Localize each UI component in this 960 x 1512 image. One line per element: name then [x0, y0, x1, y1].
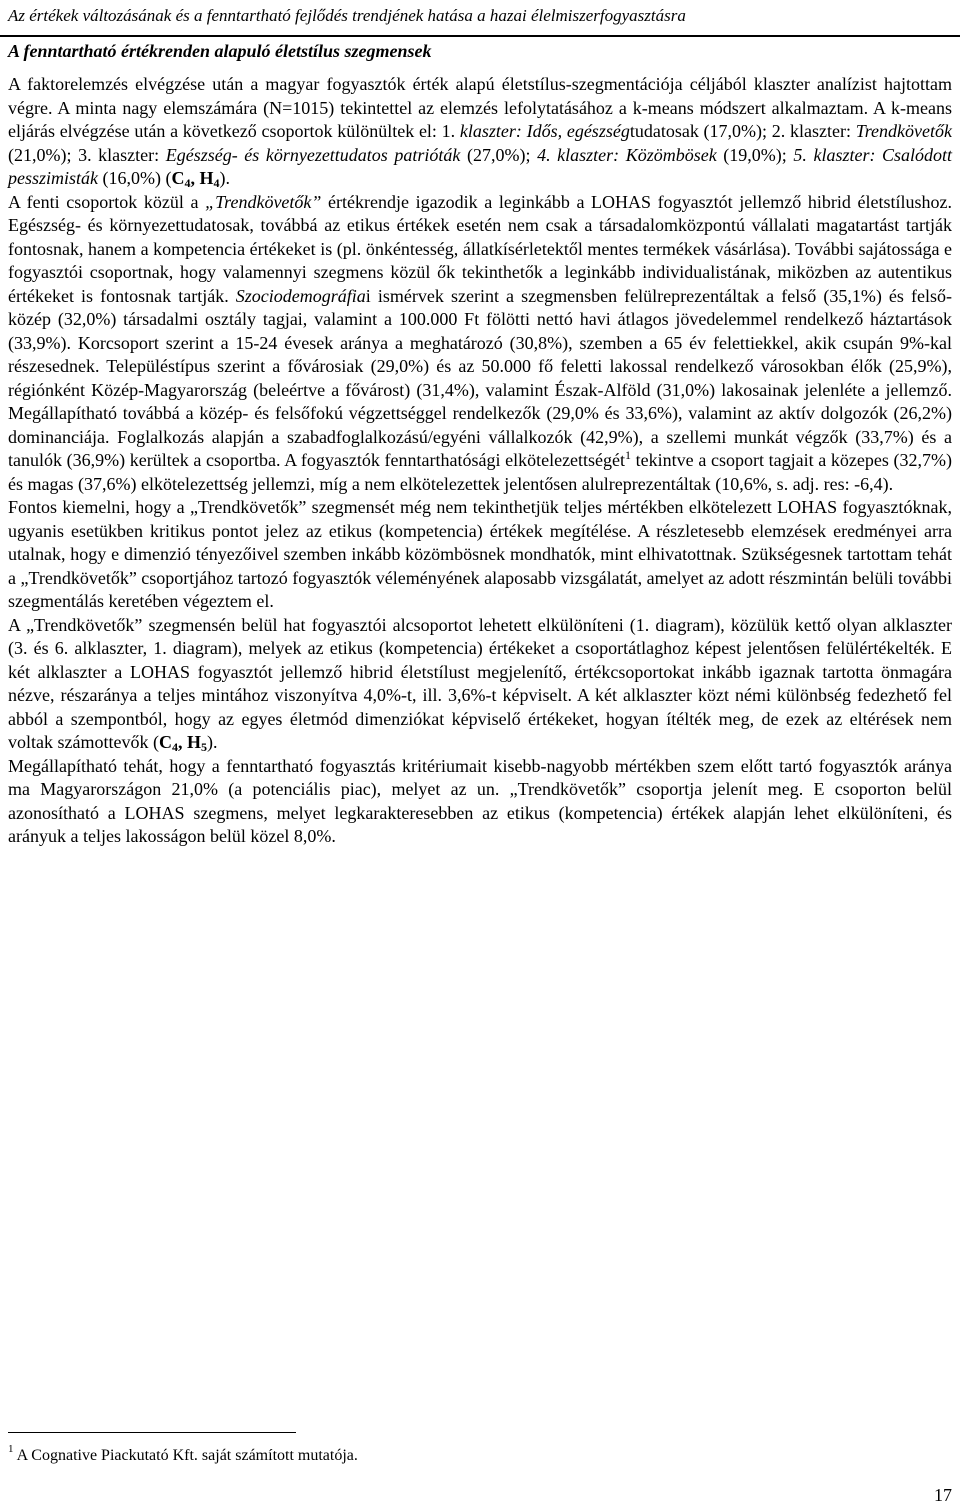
ref-subscript: 4 [171, 740, 178, 754]
running-header: Az értékek változásának és a fenntartható fejlődés trendjének hatása a hazai élelmiszerfogyasztásra [8, 6, 686, 25]
text-run: A „Trendkövetők” szegmensén belül hat fogyasztói alcsoportot lehetett elkülöníteni (1. diagram), közülük kettő olyan alklaszter (3. és 6. alklaszter, 1. diagram), melyek az etikus (kompetencia) értékeket a csoportátlaghoz képest jelentősen felülértékelték. E két alklaszter a LOHAS fogyasztót jellemző hibrid életstílust megjelenítő, értékcsoportokat inkább igaznak tartotta önmagára nézve, részaránya a teljes mintához viszonyítva 4,0%-t, ill. 3,6%-t képviselt. A két alklaszter közt némi különbség fedezhető fel abból a szempontból, hogy az egyes életmód dimenziókat képviselő értékeket, hogyan ítélték meg, de ezek az eltérések nem voltak számottevők ( [8, 614, 952, 752]
ref-separator: , [177, 732, 187, 752]
footnote [8, 1443, 908, 1466]
text-run: (16,0%) ( [98, 168, 172, 188]
cluster-5-name: 5. klaszter: Csalódott pesszimisták [8, 144, 953, 188]
ref-letter: C [158, 732, 172, 752]
text-run: tudatosak (17,0%); 2. klaszter: [629, 121, 856, 141]
reference-code [159, 732, 207, 752]
cluster-1-name: klaszter: Idős, egészség [459, 121, 630, 141]
text-run: (21,0%); 3. klaszter: [8, 144, 166, 165]
ref-subscript: 4 [213, 176, 220, 190]
page-number: 17 [934, 1485, 952, 1505]
text-run: tekintve a csoport tagjait a közepes (32,7%) és magas (37,6%) elkötelezettség jellemzi, míg a nem elkötelezettek jelentősen alulreprezentáltak (10,6%, s. adj. res: -6,4). [8, 450, 952, 494]
ref-letter: H [186, 732, 201, 752]
text-run: (19,0%); [716, 144, 794, 165]
paragraph-trendkovetok [8, 191, 952, 497]
text-run: ). [206, 732, 218, 752]
text-run: ). [219, 168, 230, 188]
ref-separator: , [190, 168, 200, 188]
footnote-mark: 1 [8, 1443, 14, 1455]
section-heading: A fenntartható értékrenden alapuló életstílus szegmensek [8, 41, 432, 61]
paragraph-conclusion: Megállapítható tehát, hogy a fenntartható fogyasztás kritériumait kisebb-nagyobb mértékben szem előtt tartó fogyasztók aránya ma Magyarországon 21,0% (a potenciális piac), melyet az un. „Trendkövetők” csoportja jelenít meg. E csoporton belül azonosítható a LOHAS szegmens, melyet legkarakteresebben az etikus (kompetencia) értékek alapján lehet elkülöníteni, és arányuk a teljes lakosságon belül közel 8,0%. [8, 755, 952, 846]
paragraph-lohas: Fontos kiemelni, hogy a „Trendkövetők” szegmensét még nem tekinthetjük teljes mértékben elkötelezett LOHAS fogyasztóknak, ugyanis esetükben kritikus pontot jelez az etikus (kompetencia) értékek megítélése. A részletesebb elemzések eredményei arra utalnak, hogy e dimenzió tényezőivel szemben inkább közömbösnek mondhatók, mint elhivatottnak. Szükségesnek tartottam tehát a „Trendkövetők” csoportjához tartozó fogyasztók véleményének alaposabb vizsgálatát, amelyet az adott részmintán belüli további szegmentálás keretében végeztem el. [8, 497, 953, 611]
ref-subscript: 4 [184, 176, 191, 190]
text-run: A faktorelemzés elvégzése után a magyar fogyasztók érték alapú életstílus-szegmentációja céljából klaszter analízist hajtottam végre. A minta nagy elemszámára (N=1015) tekintettel az elemzés lefolytatásához a k-means módszert alkalmaztam. A k-means eljárás elvégzése után a következő csoportok különültek el: 1. [8, 74, 952, 141]
reference-code [171, 168, 219, 188]
paragraph-clusters [8, 73, 952, 191]
sociodemography-term: Szociodemográfia [235, 285, 366, 306]
footnote-text: A Cognative Piackutató Kft. saját számított mutatója. [13, 1447, 358, 1464]
ref-letter: H [199, 168, 214, 188]
text-run: (27,0%); [460, 144, 538, 165]
text-run: i ismérvek szerint a szegmensben felülreprezentáltak a felső (35,1%) és felső-közép (32,0%) társadalmi osztály tagjai, valamint a 100.000 Ft fölötti nettó havi átlagos jövedelemmel rendelkező háztartások (33,9%). Korcsoport szerint a 15-24 évesek aránya a meghatározó (30,8%), szemben a 65 év felettiekkel, akik csupán 9%-kal részesednek. Településtípus szerint a fővárosiak (29,0%) és az 50.000 fő feletti lakossal rendelkező városokban élők (25,9%), régiónként Közép-Magyarország (beleértve a fővárost) (31,4%), valamint Észak-Alföld (31,0%) lakosainak jelenléte a jellemző. Megállapítható továbbá a közép- és felsőfokú végzettséggel rendelkezők (29,0% és 33,6%), valamint az aktív dolgozók (26,2%) dominanciája. Foglalkozás alapján a szabadfoglalkozású/egyéni vállalkozók (42,9%), a szellemi munkát végzők (33,7%) és a tanulók (36,9%) kerültek a csoportba. A fogyasztók fenntarthatósági elkötelezettségét [8, 285, 952, 470]
cluster-2-name: Trendkövetők [855, 121, 952, 141]
cluster-3-name: Egészség- és környezettudatos patrióták [165, 144, 461, 165]
footnote-divider [8, 1432, 296, 1433]
header-divider [0, 35, 960, 37]
text-run: A fenti csoportok közül a [8, 191, 206, 212]
body-text [8, 73, 952, 849]
ref-subscript: 5 [200, 740, 207, 754]
footnote-reference[interactable]: 1 [625, 448, 632, 462]
paragraph-subclusters [8, 614, 952, 755]
trendkovetok-term: „Trendkövetők” [205, 191, 322, 212]
cluster-4-name: 4. klaszter: Közömbösek [537, 144, 717, 165]
text-run: értékrendje igazodik a leginkább a LOHAS fogyasztót jellemző hibrid életstílushoz. Egészség- és környezettudatosak, továbbá az etikus értékek esetén nem csak a társadalomközpontú vállalati magatartást tartják fontosnak, hanem a kompetencia értékeket is (pl. önkéntesség, állatkísérletektől mentes termékek vásárlása). További sajátossága e fogyasztói csoportnak, hogy valamennyi szegmens közül ők tekinthetők a leginkább individualistának, miközben az autentikus értékeket is fontosnak tartják. [8, 191, 952, 306]
ref-letter: C [171, 168, 185, 188]
